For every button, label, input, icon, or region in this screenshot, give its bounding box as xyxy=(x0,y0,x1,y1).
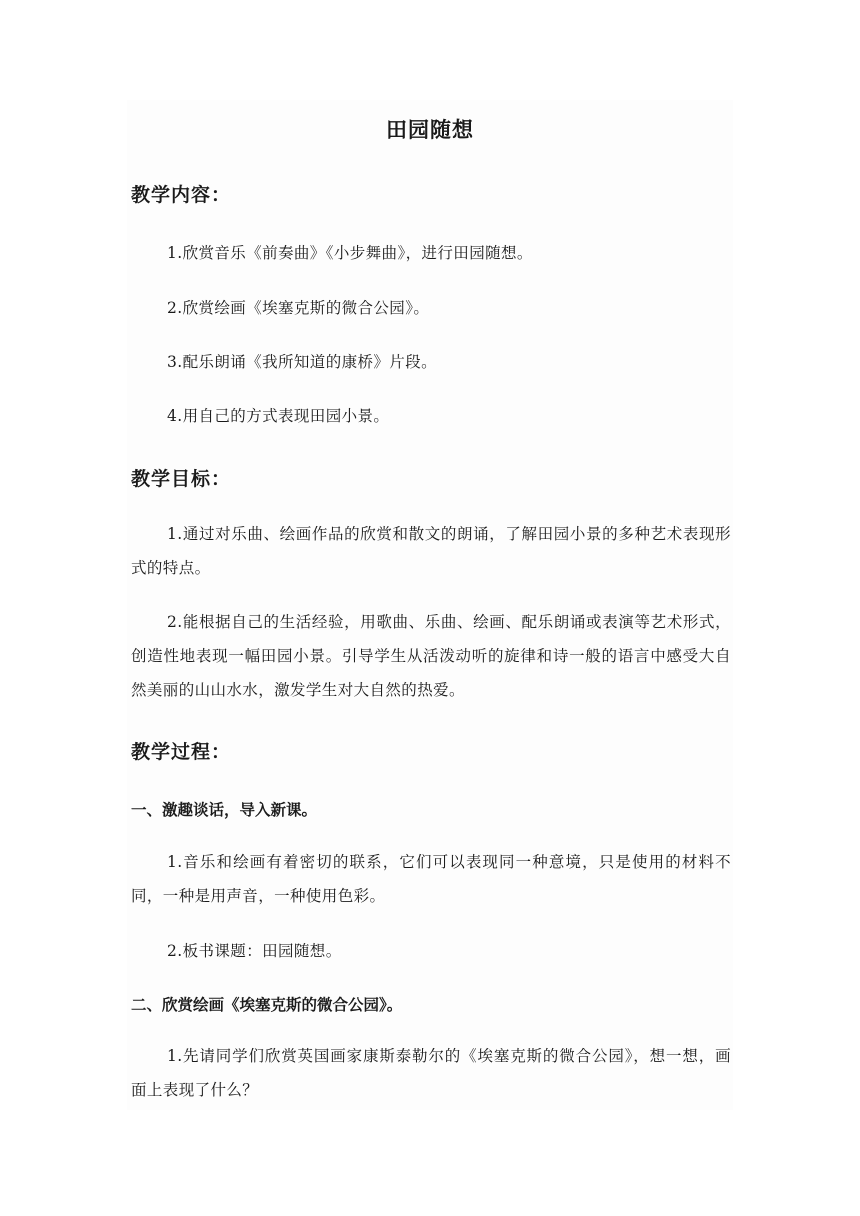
content-item-3: 3.配乐朗诵《我所知道的康桥》片段。 xyxy=(167,353,437,371)
document-title: 田园随想 xyxy=(386,118,474,142)
section-heading-goals: 教学目标： xyxy=(131,468,232,490)
content-item-1: 1.欣赏音乐《前奏曲》《小步舞曲》，进行田园随想。 xyxy=(167,244,533,262)
document-page xyxy=(127,100,733,1110)
goal-paragraph-1: 1.通过对乐曲、绘画作品的欣赏和散文的朗诵，了解田园小景的多种艺术表现形式的特点。 xyxy=(131,525,731,577)
section-heading-process: 教学过程： xyxy=(131,741,232,763)
process-step2-paragraph-1: 1.先请同学们欣赏英国画家康斯泰勒尔的《埃塞克斯的微合公园》，想一想，画面上表现了什么？ xyxy=(131,1047,731,1099)
section-heading-content: 教学内容： xyxy=(131,184,232,206)
process-step2-heading: 二、欣赏绘画《埃塞克斯的微合公园》。 xyxy=(131,996,403,1014)
process-step1-paragraph-1: 1.音乐和绘画有着密切的联系，它们可以表现同一种意境，只是使用的材料不同，一种是用声音，一种使用色彩。 xyxy=(131,853,731,905)
goal-paragraph-2: 2.能根据自己的生活经验，用歌曲、乐曲、绘画、配乐朗诵或表演等艺术形式，创造性地表现一幅田园小景。引导学生从活泼动听的旋律和诗一般的语言中感受大自然美丽的山山水水，激发学生对大自然的热爱。 xyxy=(131,613,731,699)
content-item-4: 4.用自己的方式表现田园小景。 xyxy=(167,407,390,425)
content-item-2: 2.欣赏绘画《埃塞克斯的微合公园》。 xyxy=(167,299,430,317)
process-step1-heading: 一、激趣谈话，导入新课。 xyxy=(131,801,318,819)
process-step1-paragraph-2: 2.板书课题：田园随想。 xyxy=(167,942,342,960)
